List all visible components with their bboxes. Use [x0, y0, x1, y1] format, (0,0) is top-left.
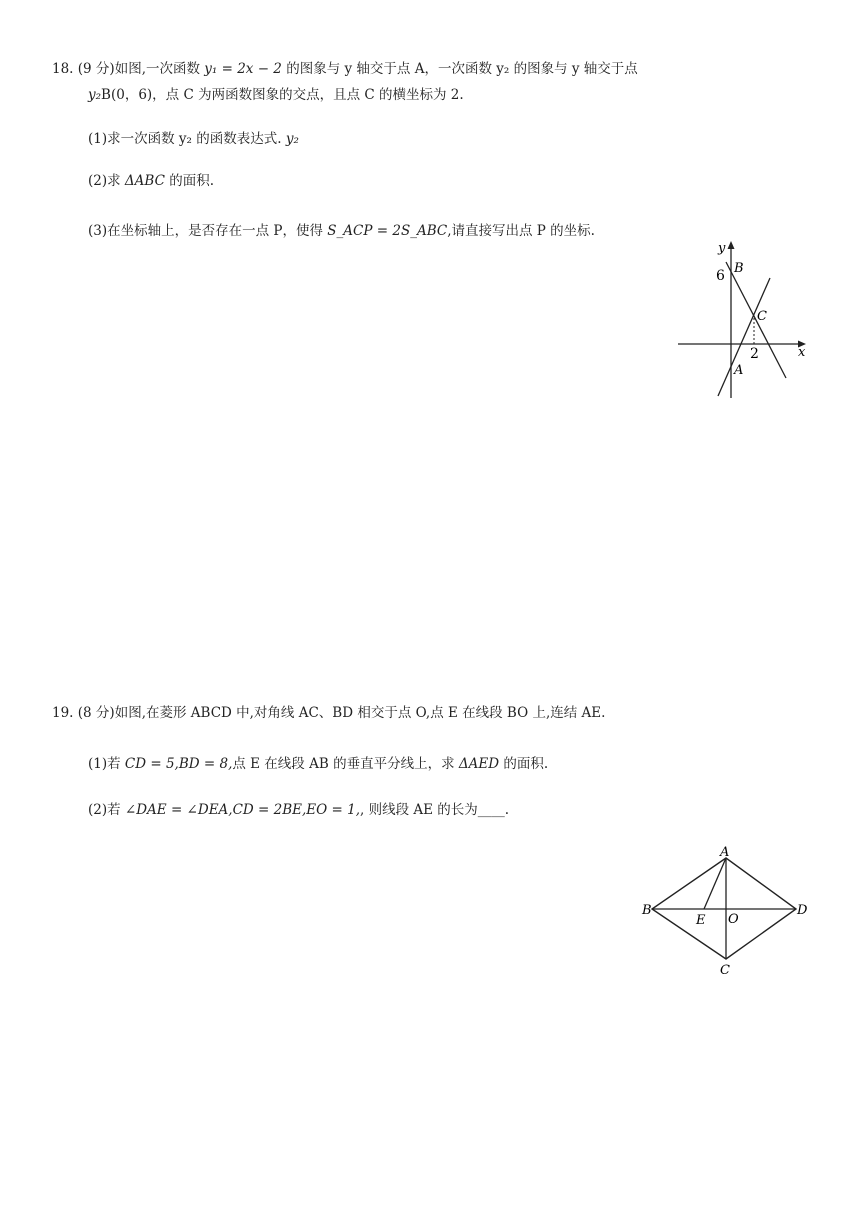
q19-line1-text: (8 分)如图,在菱形 ABCD 中,对角线 AC、BD 相交于点 O,点 E 在线段 BO 上,连结 AE. — [77, 705, 606, 721]
q19-part1-text-b: 点 E 在线段 AB 的垂直平分线上，求 — [232, 756, 459, 772]
q19-part1-text-a: (1)若 — [88, 756, 125, 772]
q18-part3-formula: S_ACP = 2S_ABC — [327, 223, 448, 239]
q18-line1-text-b: 的图象与 y 轴交于点 A，一次函数 y₂ 的图象与 y 轴交于点 — [281, 61, 638, 77]
q18-part3-text-b: ,请直接写出点 P 的坐标. — [447, 223, 595, 239]
q18-part3-text-a: (3)在坐标轴上，是否存在一点 P，使得 — [88, 223, 328, 239]
label-B: B — [734, 261, 744, 276]
q18-part-3 — [88, 222, 595, 240]
q19-part1-formula: CD = 5,BD = 8, — [124, 756, 233, 772]
q19-rhombus-figure — [640, 844, 820, 980]
label-D: D — [797, 903, 808, 918]
label-E: E — [696, 913, 706, 928]
label-O: O — [728, 912, 739, 927]
label-two: 2 — [750, 346, 759, 362]
q18-part-2 — [88, 172, 214, 190]
label-B: B — [642, 903, 652, 918]
q19-part1-formula-2: ΔAED — [458, 756, 500, 772]
q19-number: 19. — [52, 705, 74, 721]
q19-part1-text-c: 的面积. — [499, 756, 549, 772]
q18-number: 18. — [52, 61, 74, 77]
label-A: A — [720, 845, 730, 860]
q19-part-2 — [88, 801, 509, 819]
q18-part2-formula: ΔABC — [124, 173, 165, 189]
q18-line-2 — [88, 86, 464, 104]
q19-part2-text-a: (2)若 — [88, 802, 125, 818]
label-six: 6 — [716, 268, 725, 284]
q18-part2-text-b: 的面积. — [164, 173, 215, 189]
q18-part-1 — [88, 130, 299, 148]
q18-part2-text-a: (2)求 — [88, 173, 125, 189]
q18-part1-text: (1)求一次函数 y₂ 的函数表达式. — [88, 131, 286, 147]
q18-line-1 — [52, 60, 638, 78]
q19-part-1 — [88, 755, 548, 773]
q19-part2-formula: ∠DAE = ∠DEA,CD = 2BE,EO = 1, — [124, 802, 360, 818]
q18-coordinate-figure — [672, 236, 812, 402]
label-x: x — [798, 345, 806, 360]
q18-line1-text-a: (9 分)如图,一次函数 — [77, 61, 205, 77]
label-y: y — [718, 241, 726, 256]
y-axis-arrow-icon — [728, 241, 735, 249]
q18-part1-formula: y₂ — [285, 131, 299, 147]
q18-line2-formula: y₂ — [88, 87, 102, 103]
q19-line-1 — [52, 704, 605, 722]
label-C: C — [757, 309, 767, 324]
q18-line2-text: B(0，6)，点 C 为两函数图象的交点，且点 C 的横坐标为 2. — [101, 87, 464, 103]
q19-part2-text-b: , 则线段 AE 的长为____. — [360, 802, 510, 818]
q18-line1-formula: y₁ = 2x − 2 — [204, 61, 282, 77]
label-A: A — [734, 363, 744, 378]
label-C: C — [720, 963, 730, 978]
